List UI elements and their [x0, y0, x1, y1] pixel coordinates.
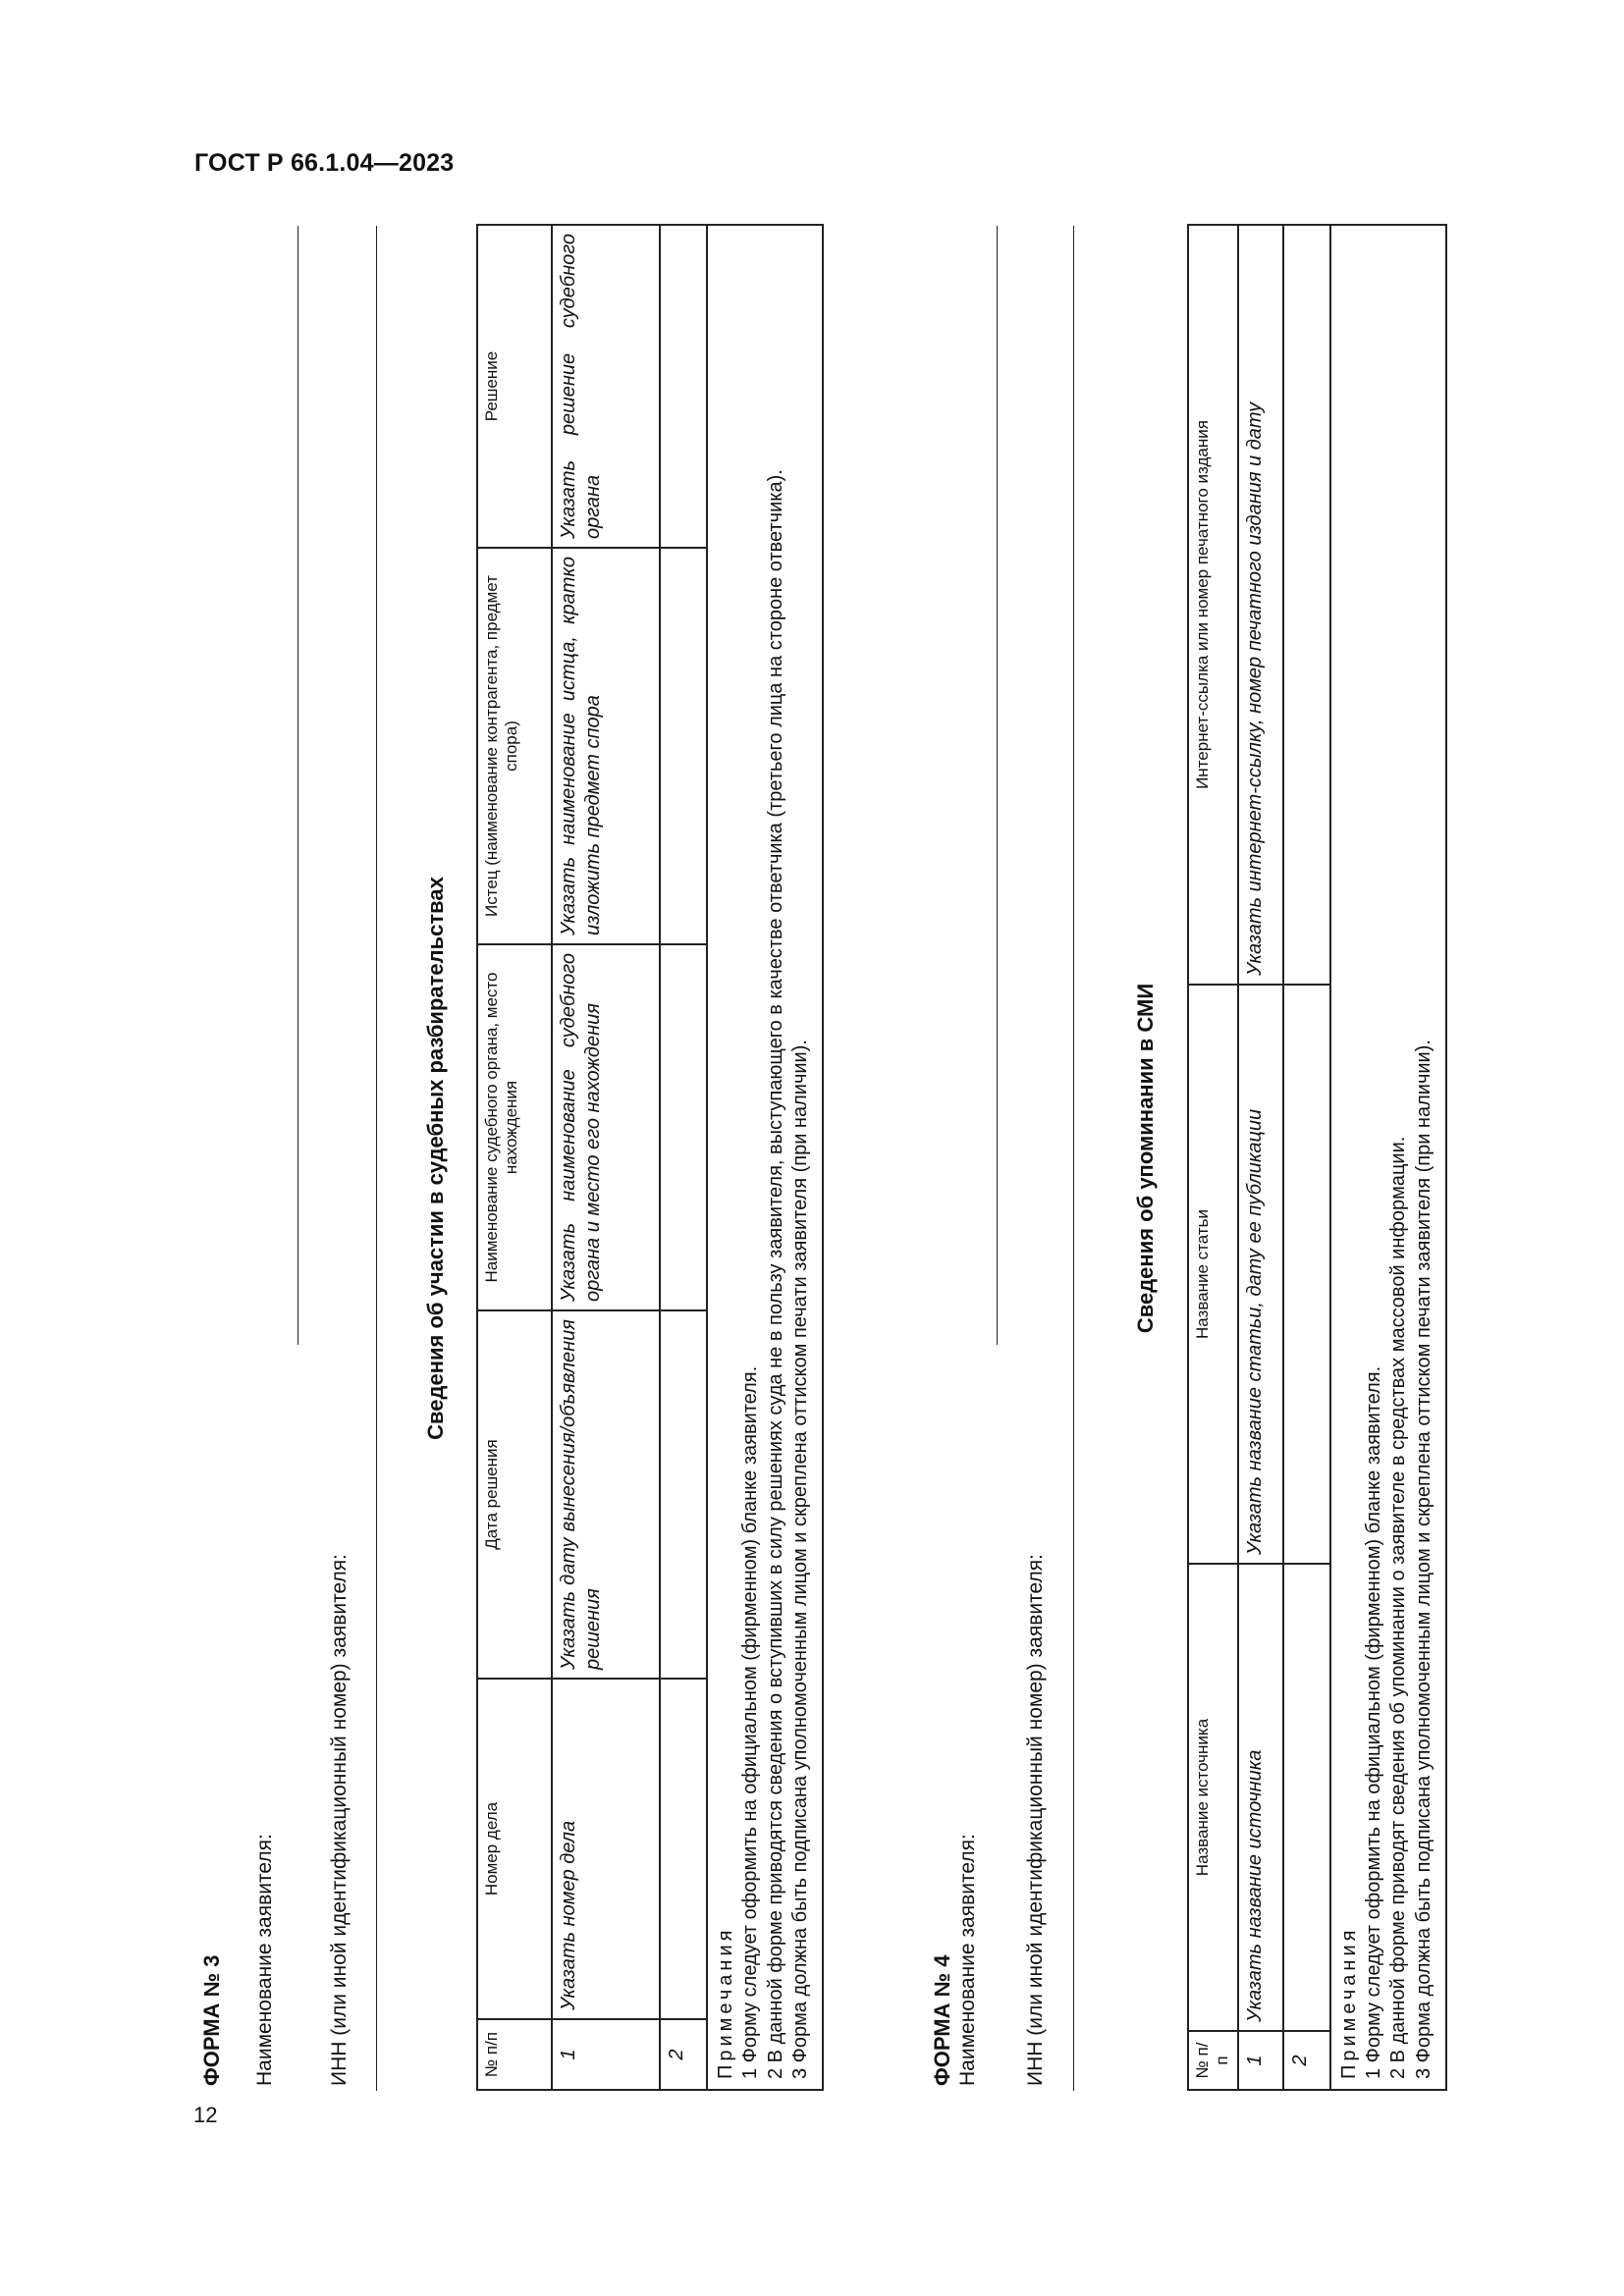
col-header-number: № п/п: [477, 2019, 552, 2090]
notes-heading: Примечания: [1337, 1926, 1360, 2079]
table-row: [552, 225, 660, 2090]
table-cell: 1: [1238, 2031, 1283, 2090]
table-cell: Указать интернет-ссылку, номер печатного издания и дату: [1238, 225, 1283, 985]
form-4-applicant-name-line: [997, 226, 998, 1345]
form-4-inn-line: [1073, 226, 1074, 2091]
form-4-title: ФОРМА № 4: [930, 1954, 954, 2086]
table-header-row: [477, 225, 552, 2090]
table-cell: Указать название источника: [1238, 1564, 1283, 2031]
form-3-inn-line: [376, 226, 377, 2091]
table-row: [1238, 225, 1283, 2090]
table-cell: [660, 548, 707, 944]
table-cell: Указать решение судебного органа: [552, 225, 660, 548]
form-4-applicant-name-label: Наименование заявителя:: [956, 1834, 979, 2086]
table-cell: Указать название статьи, дату ее публикации: [1238, 985, 1283, 1564]
form-4-inn-label: ИНН (или иной идентификационный номер) заявителя:: [1024, 1554, 1047, 2086]
page-number: 12: [193, 2103, 218, 2127]
form-3-inn-label: ИНН (или иной идентификационный номер) заявителя:: [328, 1554, 351, 2086]
col-header-source: Название источника: [1188, 1564, 1238, 2031]
col-header-decision: Решение: [477, 225, 552, 548]
notes-row: [1330, 225, 1446, 2090]
col-header-article: Название статьи: [1188, 985, 1238, 1564]
landscape-content: [191, 226, 1488, 2091]
note-3: 3 Форма должна быть подписана уполномоченным лицом и скреплена оттиском печати заявителя (при наличии).: [789, 1040, 812, 2079]
table-cell: [1283, 985, 1330, 1564]
table-cell: 2: [660, 2019, 707, 2090]
form-3-applicant-name-label: Наименование заявителя:: [253, 1834, 276, 2086]
col-header-number: № п/п: [1188, 2031, 1238, 2090]
table-cell: [1283, 1564, 1330, 2031]
notes-heading: Примечания: [715, 1926, 736, 2079]
col-header-link: Интернет-ссылка или номер печатного издания: [1188, 225, 1238, 985]
table-row: [1283, 225, 1330, 2090]
table-cell: 1: [552, 2019, 660, 2090]
table-cell: [660, 225, 707, 548]
form-4-media-table: [1187, 224, 1447, 2091]
col-header-decision-date: Дата решения: [477, 1310, 552, 1679]
standard-designation: ГОСТ Р 66.1.04—2023: [194, 149, 455, 177]
table-cell: [1283, 225, 1330, 985]
table-cell: Указать дату вынесения/объявления решения: [552, 1310, 660, 1679]
col-header-court: Наименование судебного органа, место нахождения: [477, 944, 552, 1310]
table-header-row: [1188, 225, 1238, 2090]
table-cell: 2: [1283, 2031, 1330, 2090]
note-2: 2 В данной форме приводят сведения об упоминании о заявителе в средствах массовой информации.: [1387, 1136, 1410, 2079]
table-cell: Указать наименование судебного органа и место его нахождения: [552, 944, 660, 1310]
table-cell: Указать наименование истца, кратко изложить предмет спора: [552, 548, 660, 944]
table-row: [660, 225, 707, 2090]
table-cell: Указать номер дела: [552, 1679, 660, 2019]
table-cell: [660, 1310, 707, 1679]
note-1: 1 Форму следует оформить на официальном (фирменном) бланке заявителя.: [1362, 1365, 1384, 2079]
form-3-section-title: Сведения об участии в судебных разбирательствах: [423, 877, 448, 1440]
note-3: 3 Форма должна быть подписана уполномоченным лицом и скреплена оттиском печати заявителя (при наличии).: [1412, 1040, 1435, 2079]
notes-cell: [707, 225, 823, 2090]
col-header-plaintiff: Истец (наименование контрагента, предмет спора): [477, 548, 552, 944]
form-3-title: ФОРМА № 3: [199, 1954, 224, 2086]
table-cell: [660, 944, 707, 1310]
notes-row: [707, 225, 823, 2090]
table-cell: [660, 1679, 707, 2019]
col-header-case-number: Номер дела: [477, 1679, 552, 2019]
form-3-court-table: [476, 224, 824, 2091]
notes-cell: [1330, 225, 1446, 2090]
note-1: 1 Форму следует оформить на официальном (фирменном) бланке заявителя.: [739, 1365, 761, 2079]
note-2: 2 В данной форме приводятся сведения о вступивших в силу решениях суда не в пользу заявителя, выступающего в качестве ответчика (третьего лица на стороне ответчика).: [764, 469, 786, 2079]
form-4-section-title: Сведения об упоминании в СМИ: [1133, 983, 1158, 1334]
